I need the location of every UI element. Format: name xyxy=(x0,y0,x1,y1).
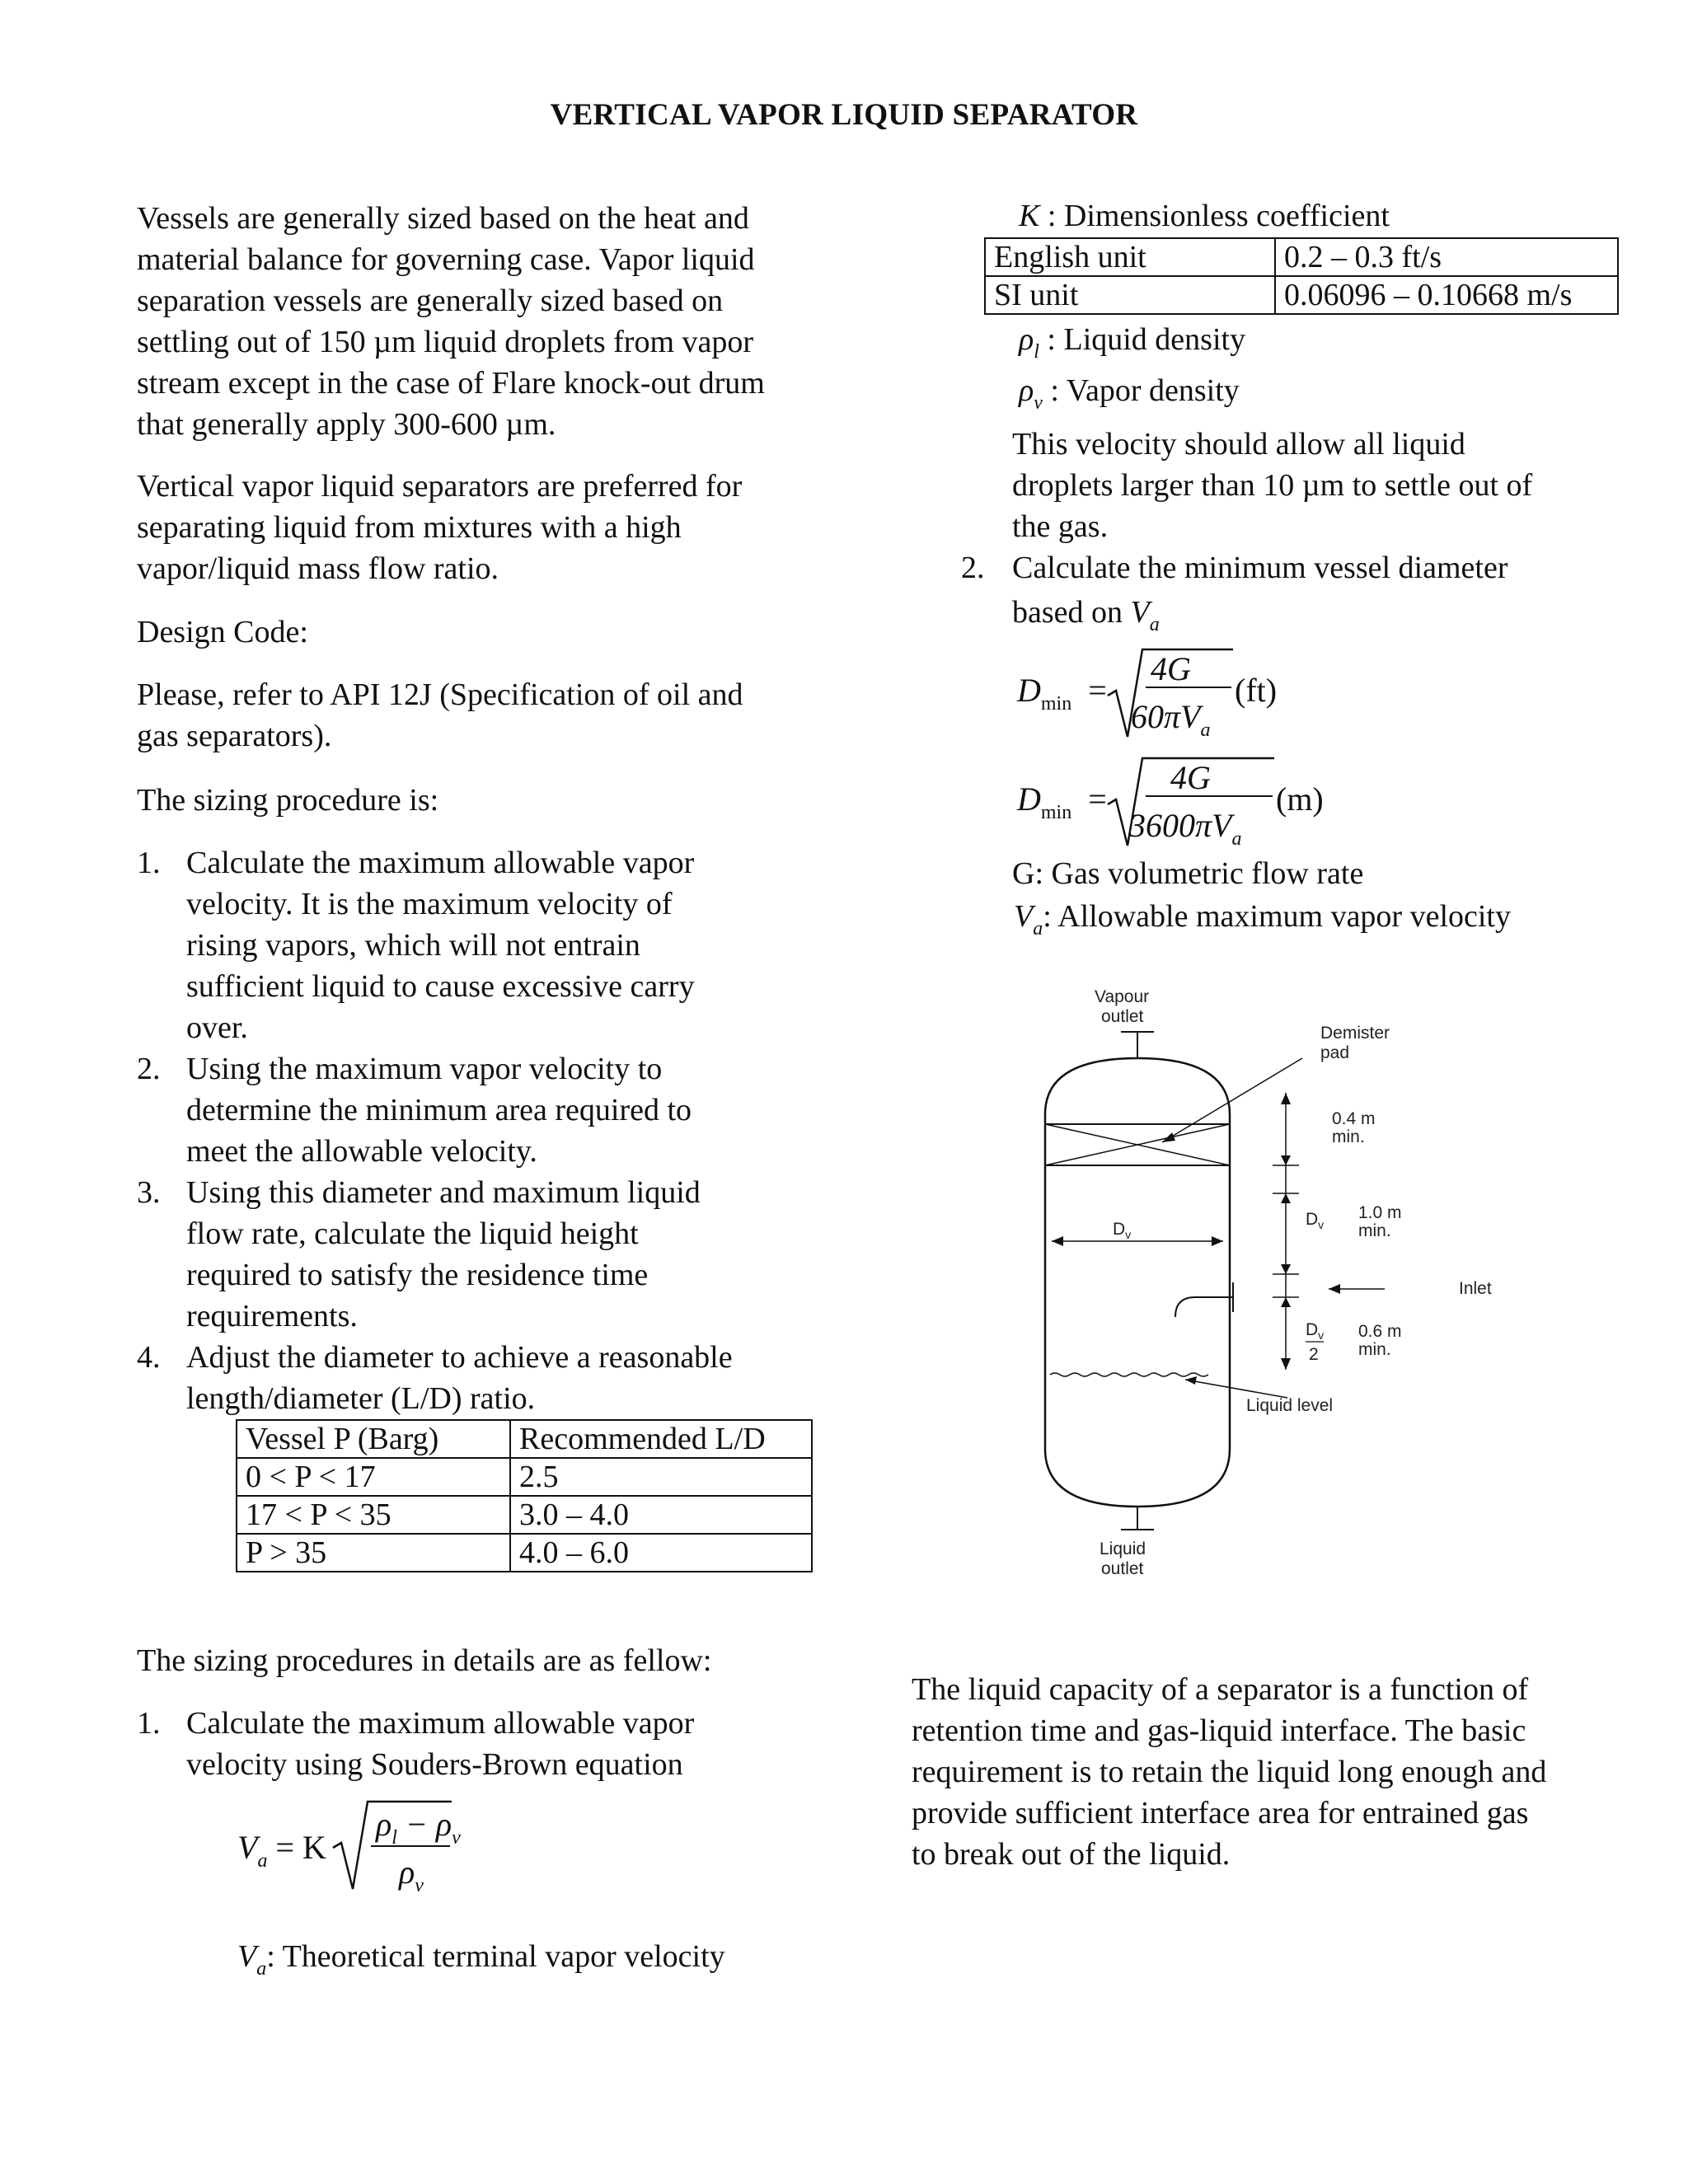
table-cell: 17 < P < 35 xyxy=(237,1496,510,1534)
equation-operator: = K xyxy=(275,1829,326,1866)
text-line: flow rate, calculate the liquid height xyxy=(186,1216,639,1251)
text-line: required to satisfy the residence time xyxy=(186,1258,649,1292)
demister-label: Demister xyxy=(1320,1024,1390,1043)
arrow-head-icon xyxy=(1281,1093,1291,1104)
arrow-head-icon xyxy=(1212,1236,1223,1246)
table-cell: 4.0 – 6.0 xyxy=(510,1534,812,1572)
equation-symbol: V xyxy=(1014,899,1034,934)
equation-symbol: V xyxy=(237,1829,258,1866)
arrow-head-icon xyxy=(1185,1376,1197,1385)
arrow-head-icon xyxy=(1281,1358,1291,1370)
text-line: rising vapors, which will not entrain xyxy=(186,928,640,963)
step-number: 2. xyxy=(961,551,985,585)
text-line: The liquid capacity of a separator is a function of xyxy=(912,1672,1529,1707)
ld-ratio-table xyxy=(236,1419,813,1572)
g-definition: G: Gas volumetric flow rate xyxy=(1012,856,1364,891)
vapour-outlet-label: Vapour xyxy=(1095,987,1150,1006)
equation-subscript: a xyxy=(256,1958,267,1980)
dimension-label: 1.0 m xyxy=(1358,1203,1402,1222)
equation-subscript: l xyxy=(392,1827,397,1849)
table-cell: 0.2 – 0.3 ft/s xyxy=(1275,238,1618,276)
inlet-pipe xyxy=(1175,1297,1233,1317)
text-line: velocity using Souders-Brown equation xyxy=(186,1747,683,1782)
table-cell: 0 < P < 17 xyxy=(237,1458,510,1496)
text-line: stream except in the case of Flare knock-out drum xyxy=(137,366,765,401)
text-line: determine the minimum area required to xyxy=(186,1093,692,1127)
liquid-level-wave xyxy=(1050,1373,1208,1376)
dimension-label: min. xyxy=(1358,1340,1391,1359)
text-line: material balance for governing case. Vapor liquid xyxy=(137,242,755,277)
definition-text: : Allowable maximum vapor velocity xyxy=(1043,899,1511,934)
preference-paragraph xyxy=(137,466,862,589)
arrow-head-icon xyxy=(1281,1193,1291,1203)
equation-symbol: D xyxy=(1017,780,1041,818)
arrow-head-icon xyxy=(1281,1264,1291,1274)
page-title: VERTICAL VAPOR LIQUID SEPARATOR xyxy=(550,98,1138,132)
procedure-steps xyxy=(137,842,862,1419)
api-reference-paragraph xyxy=(137,674,862,757)
table-row xyxy=(237,1458,812,1496)
equation-subscript: v xyxy=(1034,392,1043,414)
definition-text: : Theoretical terminal vapor velocity xyxy=(266,1939,725,1974)
liquid-outlet-label: Liquid xyxy=(1100,1540,1146,1558)
k-coefficient-table xyxy=(984,237,1619,315)
text-line: This velocity should allow all liquid xyxy=(1012,427,1465,462)
liquid-level-label: Liquid level xyxy=(1246,1396,1334,1415)
equation-symbol: 60πV xyxy=(1131,698,1201,735)
text-line: Using this diameter and maximum liquid xyxy=(186,1175,701,1210)
arrow-head-icon xyxy=(1329,1284,1340,1294)
liquid-outlet-label: outlet xyxy=(1101,1559,1144,1578)
rho-l-definition xyxy=(1019,321,1245,363)
arrow-head-icon xyxy=(1162,1132,1175,1142)
table-header: Recommended L/D xyxy=(510,1420,812,1458)
dmin-m-equation xyxy=(1017,752,1380,851)
table-row xyxy=(237,1496,812,1534)
vessel-diameter-label: $D_v$ xyxy=(1113,1220,1132,1241)
equation-symbol: 4G xyxy=(1151,650,1191,687)
text-line: meet the allowable velocity. xyxy=(186,1134,537,1169)
equation-subscript: v xyxy=(452,1827,461,1849)
table-row xyxy=(985,276,1618,314)
text-line: to break out of the liquid. xyxy=(912,1837,1231,1872)
table-header: Vessel P (Barg) xyxy=(237,1420,510,1458)
text-line xyxy=(961,592,1637,645)
arrow-head-icon xyxy=(1281,1297,1291,1307)
table-row xyxy=(237,1420,812,1458)
equation-operator: = xyxy=(1088,672,1107,709)
step-number: 3. xyxy=(137,1175,161,1210)
step-number: 1. xyxy=(137,1706,161,1741)
equation-subscript: min xyxy=(1040,693,1072,715)
intro-paragraph xyxy=(137,198,862,445)
text-line: provide sufficient interface area for entrained gas xyxy=(912,1796,1529,1830)
dimension-label: min. xyxy=(1358,1221,1391,1240)
equation-symbol: 4G xyxy=(1170,759,1211,796)
text-line: the gas. xyxy=(1012,509,1109,544)
text-line: Adjust the diameter to achieve a reasonable xyxy=(186,1340,733,1375)
step-2 xyxy=(961,547,1637,645)
equation-subscript: a xyxy=(1231,828,1242,850)
equation-symbol: ρ xyxy=(1019,373,1034,408)
details-heading: The sizing procedures in details are as fellow: xyxy=(137,1643,712,1678)
text-line: separating liquid from mixtures with a high xyxy=(137,510,682,545)
equation-symbol: ρ xyxy=(1019,322,1034,357)
dimension-label: 0.4 m xyxy=(1332,1109,1376,1128)
text-line: Calculate the minimum vessel diameter xyxy=(1012,551,1508,585)
definition-text: : Dimensionless coefficient xyxy=(1039,199,1390,233)
table-cell: 2.5 xyxy=(510,1458,812,1496)
liquid-level-leader xyxy=(1185,1380,1287,1398)
rho-v-definition xyxy=(1019,373,1240,415)
step-item xyxy=(87,1703,862,1785)
equation-subscript: a xyxy=(1033,918,1043,940)
text-line: that generally apply 300-600 µm. xyxy=(137,407,556,442)
table-cell: 0.06096 – 0.10668 m/s xyxy=(1275,276,1618,314)
equation-operator: = xyxy=(1088,780,1107,818)
text-line: Vessels are generally sized based on the heat and xyxy=(137,201,749,236)
equation-subscript: l xyxy=(1034,341,1039,363)
design-code-heading: Design Code: xyxy=(137,615,308,649)
text-line: vapor/liquid mass flow ratio. xyxy=(137,551,499,586)
text-line: Please, refer to API 12J (Specification of oil and xyxy=(137,677,743,712)
dimension-dv-half-label: 2 xyxy=(1309,1345,1319,1364)
text-line: length/diameter (L/D) ratio. xyxy=(186,1381,536,1416)
text-line: Calculate the maximum allowable vapor xyxy=(186,1706,695,1741)
text-line: requirements. xyxy=(186,1299,358,1333)
equation-subscript: a xyxy=(1200,719,1211,741)
demister-leader xyxy=(1162,1058,1302,1142)
equation-subscript: a xyxy=(257,1850,268,1872)
step-number: 1. xyxy=(137,846,161,880)
liquid-capacity-paragraph xyxy=(912,1669,1653,1875)
definition-text: : Vapor density xyxy=(1042,373,1240,408)
step-number: 2. xyxy=(137,1052,161,1086)
equation-subscript: a xyxy=(1149,614,1160,635)
text-line: Using the maximum vapor velocity to xyxy=(186,1052,663,1086)
arrow-head-icon xyxy=(1052,1236,1063,1246)
separator-diagram xyxy=(1022,972,1599,1591)
unit-label: (m) xyxy=(1276,780,1324,818)
text-line: droplets larger than 10 µm to settle out of xyxy=(1012,468,1533,503)
arrow-head-icon xyxy=(1281,1155,1291,1165)
text-line: Calculate the maximum allowable vapor xyxy=(186,846,695,880)
text-line: based on xyxy=(1012,595,1131,630)
k-definition xyxy=(1019,198,1390,234)
equation-symbol: V xyxy=(237,1939,257,1974)
table-cell: English unit xyxy=(985,238,1275,276)
equation-symbol: K xyxy=(1019,199,1040,233)
step-item xyxy=(87,842,862,1048)
velocity-note xyxy=(1012,424,1639,547)
table-cell: P > 35 xyxy=(237,1534,510,1572)
dimension-label: min. xyxy=(1332,1127,1365,1146)
table-cell: 3.0 – 4.0 xyxy=(510,1496,812,1534)
text-line: separation vessels are generally sized based on xyxy=(137,284,724,318)
equation-symbol: D xyxy=(1017,672,1041,709)
vessel-shell xyxy=(1045,1058,1230,1507)
text-line: over. xyxy=(186,1010,248,1045)
equation-symbol: ρ xyxy=(376,1806,392,1843)
unit-label: (ft) xyxy=(1235,672,1278,709)
step-number: 4. xyxy=(137,1340,161,1375)
table-row xyxy=(985,238,1618,276)
step-item xyxy=(87,1048,862,1172)
va-definition xyxy=(237,1938,725,1980)
equation-subscript: min xyxy=(1040,802,1072,823)
text-line: settling out of 150 µm liquid droplets from vapor xyxy=(137,325,754,359)
equation-symbol: − ρ xyxy=(396,1806,452,1843)
text-line: Vertical vapor liquid separators are preferred for xyxy=(137,469,743,504)
text-line: gas separators). xyxy=(137,719,332,753)
equation-symbol: V xyxy=(1130,595,1150,630)
step-item xyxy=(87,1337,862,1419)
text-line: requirement is to retain the liquid long enough and xyxy=(912,1755,1547,1789)
table-row xyxy=(237,1534,812,1572)
detail-step xyxy=(137,1703,862,1785)
procedure-heading: The sizing procedure is: xyxy=(137,783,439,818)
equation-symbol: 3600πV xyxy=(1129,807,1232,844)
dmin-ft-equation xyxy=(1017,643,1347,742)
equation-symbol: ρ xyxy=(399,1854,415,1891)
text-line: velocity. It is the maximum velocity of xyxy=(186,887,673,921)
text-line: sufficient liquid to cause excessive carry xyxy=(186,969,695,1004)
vapour-outlet-label: outlet xyxy=(1101,1007,1144,1026)
dimension-label: 0.6 m xyxy=(1358,1322,1402,1341)
dimension-dv-half-label: $D_v$ xyxy=(1306,1320,1325,1342)
dimension-dv-label: $D_v$ xyxy=(1306,1210,1325,1231)
inlet-label: Inlet xyxy=(1459,1279,1492,1298)
text-line: retention time and gas-liquid interface. The basic xyxy=(912,1713,1526,1748)
definition-text: : Liquid density xyxy=(1039,322,1246,357)
va-allowable-definition xyxy=(1014,898,1511,940)
step-item xyxy=(87,1172,862,1337)
equation-subscript: v xyxy=(415,1875,424,1896)
table-cell: SI unit xyxy=(985,276,1275,314)
demister-label: pad xyxy=(1320,1043,1350,1062)
